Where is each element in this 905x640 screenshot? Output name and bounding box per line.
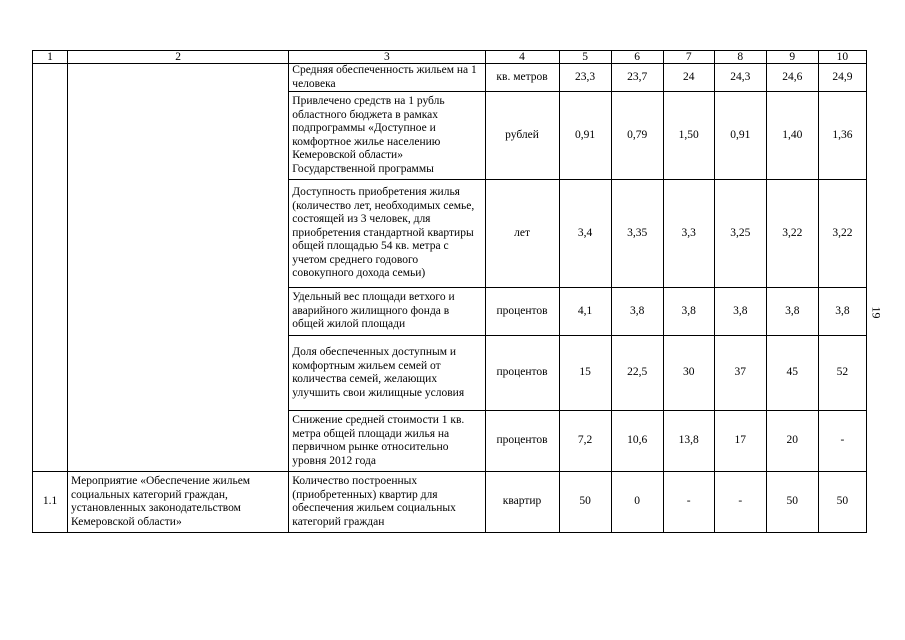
unit-cell: рублей <box>485 92 559 180</box>
value-cell: 3,8 <box>611 288 663 336</box>
indicator-cell: Доступность приобретения жилья (количество лет, необходимых семье, состоящей из 3 человек, для приобретения стандартной квартиры общей площадью 54 кв. метра с учетом среднего годового совокупного дохода семьи) <box>289 180 485 288</box>
value-cell: 7,2 <box>559 411 611 472</box>
value-cell: 3,8 <box>766 288 818 336</box>
value-cell: 3,25 <box>714 180 766 288</box>
value-cell: 15 <box>559 336 611 411</box>
value-cell: 3,22 <box>818 180 866 288</box>
measure-name: Мероприятие «Обеспечение жильем социальных категорий граждан, установленных законодательством Кемеровской области» <box>68 472 289 533</box>
value-cell: 3,8 <box>818 288 866 336</box>
value-cell: 24,3 <box>714 64 766 92</box>
value-cell: 3,8 <box>714 288 766 336</box>
col-header: 2 <box>68 51 289 64</box>
value-cell: 37 <box>714 336 766 411</box>
empty-number-cell <box>33 64 68 472</box>
value-cell: 3,35 <box>611 180 663 288</box>
value-cell: 52 <box>818 336 866 411</box>
value-cell: - <box>663 472 714 533</box>
value-cell: 24,6 <box>766 64 818 92</box>
unit-cell: лет <box>485 180 559 288</box>
value-cell: 0,79 <box>611 92 663 180</box>
col-header: 8 <box>714 51 766 64</box>
value-cell: 30 <box>663 336 714 411</box>
value-cell: 23,7 <box>611 64 663 92</box>
value-cell: 4,1 <box>559 288 611 336</box>
value-cell: 1,40 <box>766 92 818 180</box>
unit-cell: процентов <box>485 336 559 411</box>
value-cell: 17 <box>714 411 766 472</box>
col-header: 1 <box>33 51 68 64</box>
empty-name-cell <box>68 64 289 472</box>
col-header: 4 <box>485 51 559 64</box>
value-cell: 3,3 <box>663 180 714 288</box>
value-cell: 20 <box>766 411 818 472</box>
page-number: 19 <box>869 306 884 319</box>
indicator-cell: Количество построенных (приобретенных) квартир для обеспечения жильем социальных категорий граждан <box>289 472 485 533</box>
value-cell: 0,91 <box>559 92 611 180</box>
indicator-cell: Удельный вес площади ветхого и аварийного жилищного фонда в общей жилой площади <box>289 288 485 336</box>
col-header: 5 <box>559 51 611 64</box>
value-cell: - <box>818 411 866 472</box>
indicator-cell: Снижение средней стоимости 1 кв. метра общей площади жилья на первичном рынке относительно уровня 2012 года <box>289 411 485 472</box>
col-header: 9 <box>766 51 818 64</box>
indicators-table <box>32 50 867 533</box>
value-cell: 50 <box>766 472 818 533</box>
value-cell: 23,3 <box>559 64 611 92</box>
col-header: 10 <box>818 51 866 64</box>
indicator-cell: Доля обеспеченных доступным и комфортным жильем семей от количества семей, желающих улучшить свои жилищные условия <box>289 336 485 411</box>
value-cell: 45 <box>766 336 818 411</box>
value-cell: 10,6 <box>611 411 663 472</box>
value-cell: 3,4 <box>559 180 611 288</box>
col-header: 6 <box>611 51 663 64</box>
value-cell: - <box>714 472 766 533</box>
value-cell: 3,8 <box>663 288 714 336</box>
unit-cell: процентов <box>485 411 559 472</box>
value-cell: 50 <box>818 472 866 533</box>
unit-cell: квартир <box>485 472 559 533</box>
value-cell: 3,22 <box>766 180 818 288</box>
value-cell: 1,50 <box>663 92 714 180</box>
value-cell: 22,5 <box>611 336 663 411</box>
indicator-cell: Средняя обеспеченность жильем на 1 человека <box>289 64 485 92</box>
column-number-row <box>33 51 867 64</box>
value-cell: 0,91 <box>714 92 766 180</box>
value-cell: 24 <box>663 64 714 92</box>
col-header: 7 <box>663 51 714 64</box>
value-cell: 24,9 <box>818 64 866 92</box>
indicator-cell: Привлечено средств на 1 рубль областного бюджета в рамках подпрограммы «Доступное и комфортное жилье населению Кемеровской области» Государственной программы <box>289 92 485 180</box>
value-cell: 0 <box>611 472 663 533</box>
table-row <box>33 64 867 92</box>
unit-cell: процентов <box>485 288 559 336</box>
unit-cell: кв. метров <box>485 64 559 92</box>
col-header: 3 <box>289 51 485 64</box>
value-cell: 13,8 <box>663 411 714 472</box>
measure-row <box>33 472 867 533</box>
value-cell: 50 <box>559 472 611 533</box>
value-cell: 1,36 <box>818 92 866 180</box>
measure-number: 1.1 <box>33 472 68 533</box>
